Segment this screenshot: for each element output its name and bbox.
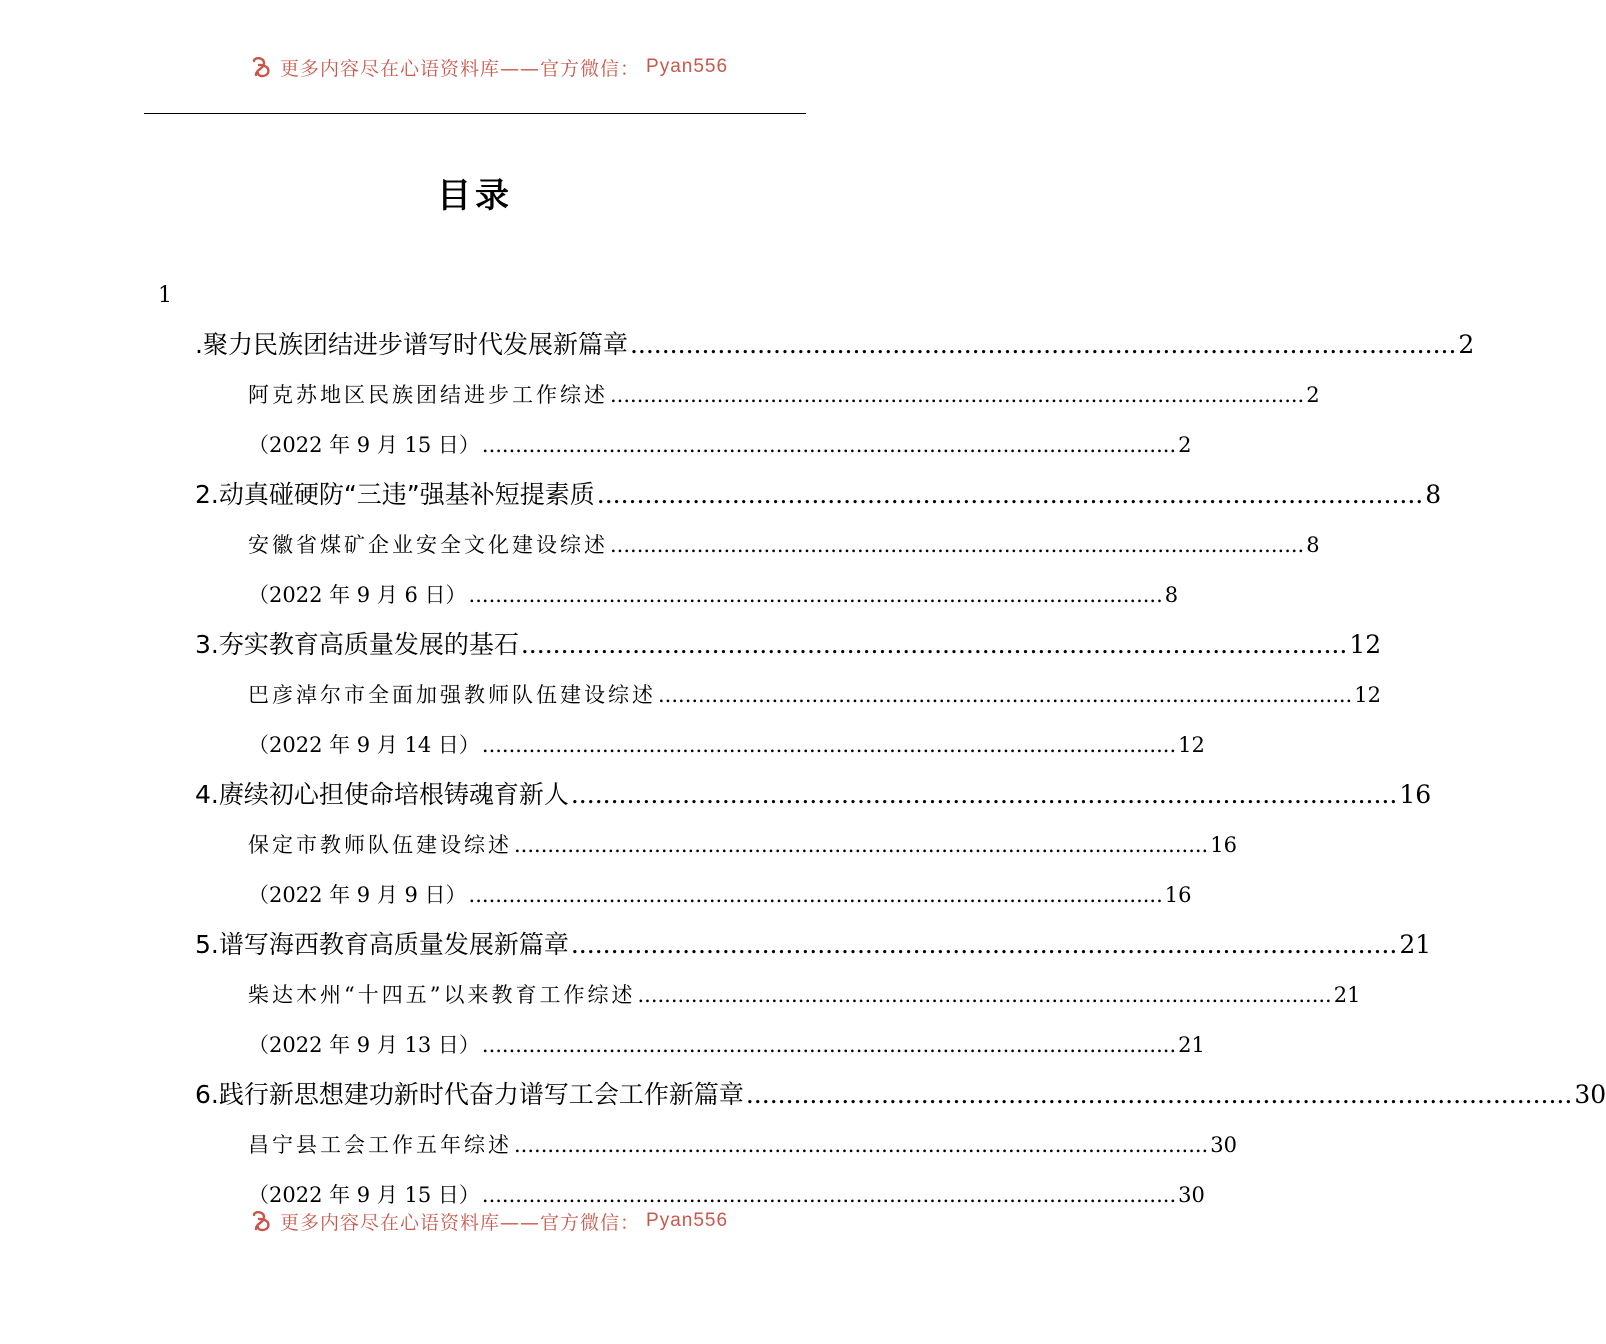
toc-subtitle-text: 阿克苏地区民族团结进步工作综述	[248, 383, 608, 407]
toc-page-number: 8	[1306, 533, 1320, 557]
dot-leader: ........................................................................................................	[610, 533, 1305, 557]
dot-leader: ........................................................................................................	[745, 1080, 1573, 1109]
toc-date[interactable]	[248, 1020, 1205, 1070]
toc-page-number: 16	[1399, 780, 1432, 809]
toc-subtitle[interactable]	[248, 370, 1320, 420]
dot-leader: ........................................................................................................	[658, 683, 1353, 707]
toc-subtitle[interactable]	[248, 970, 1361, 1020]
dot-leader: ........................................................................................................	[468, 583, 1163, 607]
dot-leader: ........................................................................................................	[468, 883, 1163, 907]
toc-date[interactable]	[248, 420, 1192, 470]
toc-subtitle[interactable]	[248, 520, 1320, 570]
toc-page-number: 2	[1178, 433, 1192, 457]
toc-page-number: 30	[1574, 1080, 1606, 1109]
toc-page-number: 30	[1210, 1133, 1237, 1157]
toc-subtitle-text: 巴彦淖尔市全面加强教师队伍建设综述	[248, 683, 656, 707]
dot-leader: ........................................................................................................	[481, 1183, 1177, 1207]
toc-subtitle-text: 柴达木州“十四五”以来教育工作综述	[248, 983, 636, 1007]
toc-page-number: 12	[1178, 733, 1205, 757]
toc-page-number: 8	[1164, 583, 1179, 607]
toc-date-text: （2022 年 9 月 14 日）	[248, 733, 480, 757]
toc-subtitle-text: 保定市教师队伍建设综述	[248, 833, 512, 857]
toc-heading[interactable]	[195, 320, 1475, 370]
toc-date-text: （2022 年 9 月 13 日）	[248, 1033, 480, 1057]
toc-heading-text: 4.赓续初心担使命培根铸魂育新人	[195, 780, 569, 809]
toc-page-number: 21	[1178, 1033, 1205, 1057]
toc-subtitle-text: 昌宁县工会工作五年综述	[248, 1133, 512, 1157]
dot-leader: ........................................................................................................	[629, 330, 1457, 359]
toc-heading[interactable]	[195, 620, 1382, 670]
dot-leader: ........................................................................................................	[481, 1033, 1177, 1057]
toc-page-number: 8	[1425, 480, 1442, 509]
dot-leader: ........................................................................................................	[514, 1133, 1209, 1157]
header-watermark	[250, 52, 728, 82]
toc-date[interactable]	[248, 870, 1192, 920]
toc-date[interactable]	[248, 720, 1205, 770]
toc-page-number: 30	[1178, 1183, 1205, 1207]
watermark-text: 更多内容尽在心语资料库——官方微信：	[280, 1211, 641, 1234]
brand-logo-icon	[250, 1209, 274, 1233]
dot-leader: ........................................................................................................	[481, 733, 1177, 757]
page-number-label: 1	[158, 283, 172, 308]
dot-leader: ........................................................................................................	[570, 780, 1398, 809]
toc-heading-text: 3.夯实教育高质量发展的基石	[195, 630, 519, 659]
toc-date-text: （2022 年 9 月 9 日）	[248, 883, 467, 907]
toc-page-number: 2	[1306, 383, 1320, 407]
toc-heading-text: 2.动真碰硬防“三违”强基补短提素质	[195, 480, 595, 509]
page-title: 目录	[437, 176, 513, 216]
toc-page-number: 2	[1458, 330, 1475, 359]
toc-subtitle-text: 安徽省煤矿企业安全文化建设综述	[248, 533, 608, 557]
dot-leader: ........................................................................................................	[596, 480, 1424, 509]
toc-page-number: 21	[1333, 983, 1361, 1007]
watermark-wechat-id: Pyan556	[646, 56, 729, 77]
dot-leader: ........................................................................................................	[570, 930, 1398, 959]
toc-page-number: 12	[1349, 630, 1382, 659]
dot-leader: ........................................................................................................	[637, 983, 1332, 1007]
toc-page-number: 16	[1164, 883, 1192, 907]
toc-page-number: 16	[1210, 833, 1237, 857]
dot-leader: ........................................................................................................	[520, 630, 1348, 659]
toc-heading-text: 6.践行新思想建功新时代奋力谱写工会工作新篇章	[195, 1080, 744, 1109]
header-divider	[144, 113, 806, 114]
toc-date[interactable]	[248, 570, 1179, 620]
toc-heading-text: 5.谱写海西教育高质量发展新篇章	[195, 930, 569, 959]
toc-heading[interactable]	[195, 770, 1432, 820]
toc-heading[interactable]	[195, 1070, 1606, 1120]
dot-leader: ........................................................................................................	[481, 433, 1177, 457]
brand-logo-icon	[250, 55, 274, 79]
toc-date-text: （2022 年 9 月 6 日）	[248, 583, 467, 607]
toc-page-number: 21	[1399, 930, 1432, 959]
toc-heading-text: .聚力民族团结进步谱写时代发展新篇章	[195, 330, 628, 359]
toc-subtitle[interactable]	[248, 820, 1237, 870]
dot-leader: ........................................................................................................	[514, 833, 1209, 857]
watermark-text: 更多内容尽在心语资料库——官方微信：	[280, 57, 641, 80]
toc-heading[interactable]	[195, 920, 1432, 970]
toc-subtitle[interactable]	[248, 670, 1381, 720]
toc-heading[interactable]	[195, 470, 1442, 520]
toc-date-text: （2022 年 9 月 15 日）	[248, 1183, 480, 1207]
toc-subtitle[interactable]	[248, 1120, 1237, 1170]
footer-watermark	[250, 1206, 728, 1236]
toc-page-number: 12	[1354, 683, 1381, 707]
dot-leader: ........................................................................................................	[610, 383, 1305, 407]
toc-date-text: （2022 年 9 月 15 日）	[248, 433, 480, 457]
watermark-wechat-id: Pyan556	[646, 1210, 729, 1231]
